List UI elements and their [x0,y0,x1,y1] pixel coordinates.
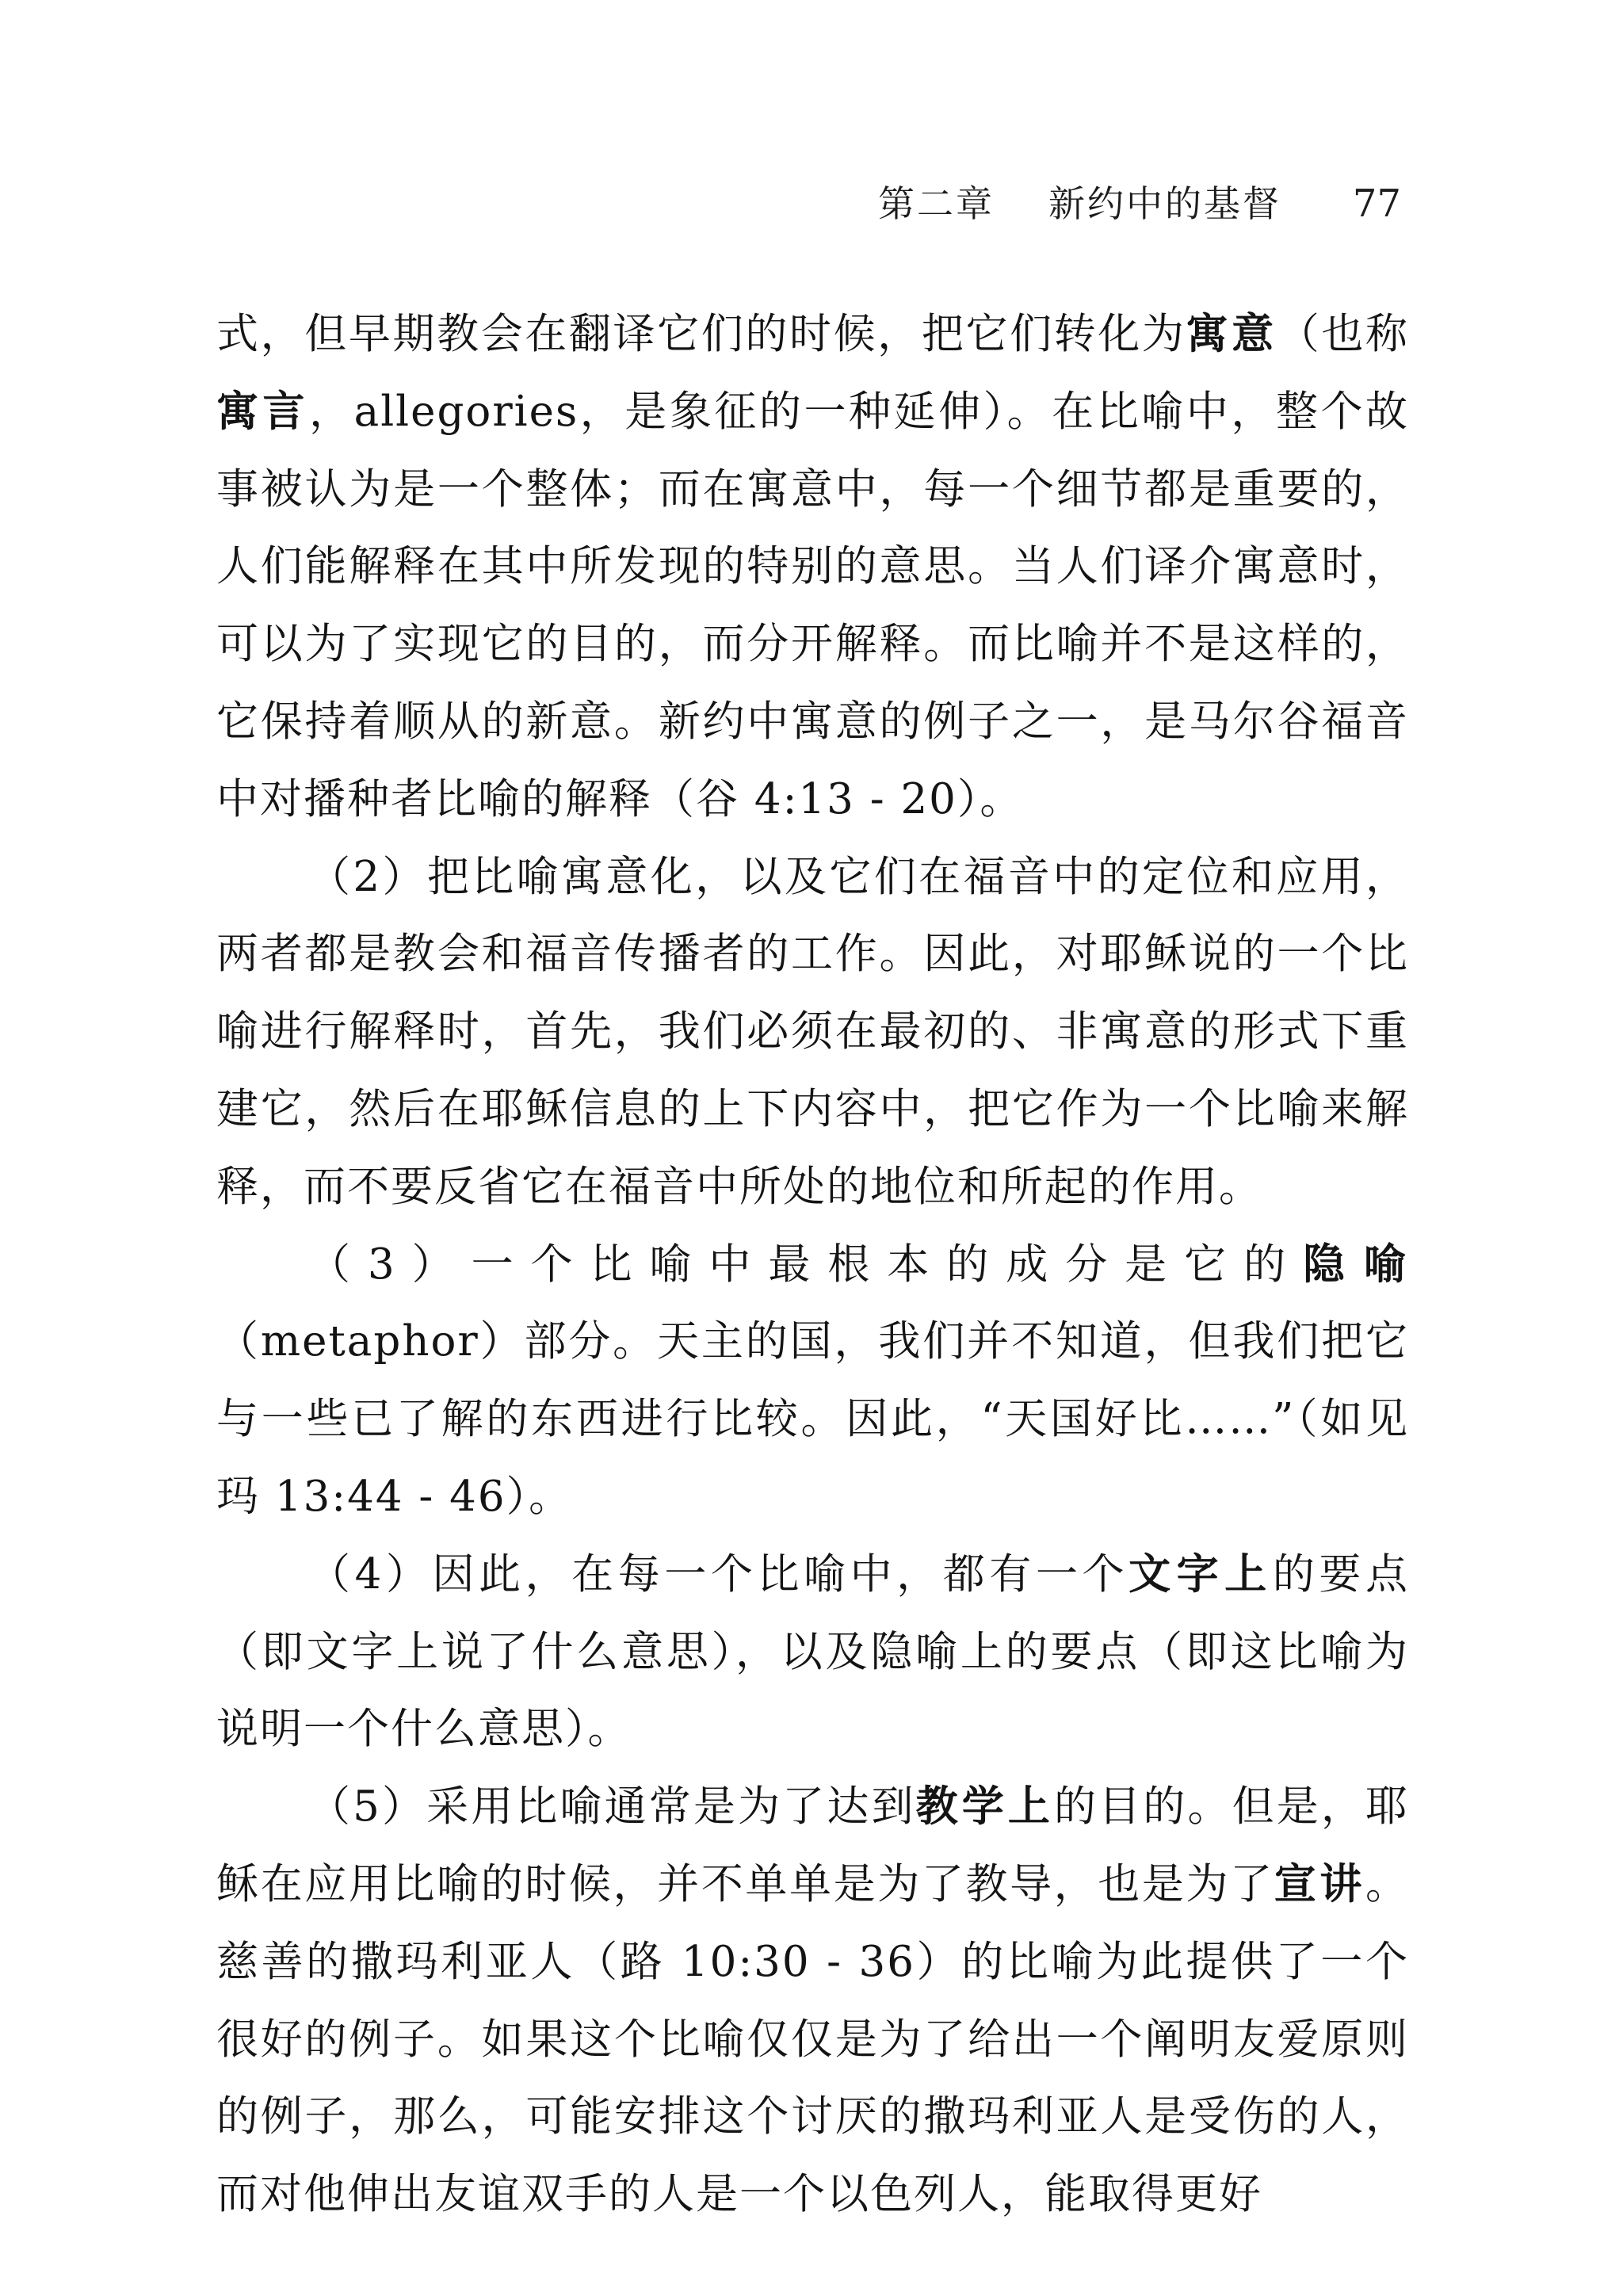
paragraph-5 [216,1768,1409,2233]
emphasis-term: 宣讲 [1274,1859,1366,1908]
text-run: 的要点（即文字上说了什么意思），以及隐喻上的要点（即这比喻为说明一个什么意思）。 [216,1549,1409,1754]
running-header [878,176,1401,231]
text-run: （5）采用比喻通常是为了达到 [308,1782,916,1832]
text-run: 。慈善的撒玛利亚人（路 10:30 - 36）的比喻为此提供了一个很好的例子。如果这个比喻仅仅是为了给出一个阐明友爱原则的例子，那么，可能安排这个讨厌的撒玛利亚人是受伤的人，而对他伸出友谊双手的人是一个以色列人，能取得更好 [216,1859,1410,2219]
text-run: （4）因此，在每一个比喻中，都有一个 [308,1549,1129,1599]
text-run: 式，但早期教会在翻译它们的时候，把它们转化为 [216,310,1186,358]
body-text [216,296,1409,2233]
emphasis-term: 寓言 [216,386,310,436]
text-run: （也称 [1277,310,1410,358]
emphasis-term: 寓意 [1186,309,1277,358]
chapter-label: 第二章 [878,182,995,225]
paragraph-4 [216,1536,1409,1768]
emphasis-term: 隐喻 [1303,1239,1409,1289]
emphasis-term: 文字上 [1128,1549,1273,1599]
paragraph-2 [216,839,1409,1226]
page-number: 77 [1352,181,1401,226]
text-run: （metaphor）部分。天主的国，我们并不知道，但我们把它与一些已了解的东西进行比较。因此，“天国好比……”（如见玛 13:44 - 46）。 [216,1317,1409,1521]
text-run: ，allegories，是象征的一种延伸）。在比喻中，整个故事被认为是一个整体；而在寓意中，每一个细节都是重要的，人们能解释在其中所发现的特别的意思。当人们译介寓意时，可以为了实现它的目的，而分开解释。而比喻并不是这样的，它保持着顺从的新意。新约中寓意的例子之一，是马尔谷福音中对播种者比喻的解释（谷 4:13 - 20）。 [216,387,1409,823]
text-run: （2）把比喻寓意化，以及它们在福音中的定位和应用，两者都是教会和福音传播者的工作。因此，对耶稣说的一个比喻进行解释时，首先，我们必须在最初的、非寓意的形式下重建它，然后在耶稣信息的上下内容中，把它作为一个比喻来解释，而不要反省它在福音中所处的地位和所起的作用。 [216,852,1409,1211]
emphasis-term: 教学上 [915,1782,1055,1832]
text-run: 的目的。但是，耶稣在应用比喻的时候，并不单单是为了教导，也是为了 [216,1782,1409,1908]
paragraph-3 [216,1226,1409,1536]
paragraph-1 [216,296,1409,839]
text-run: （3）一个比喻中最根本的成分是它的 [308,1240,1304,1289]
chapter-title: 新约中的基督 [1048,182,1281,225]
